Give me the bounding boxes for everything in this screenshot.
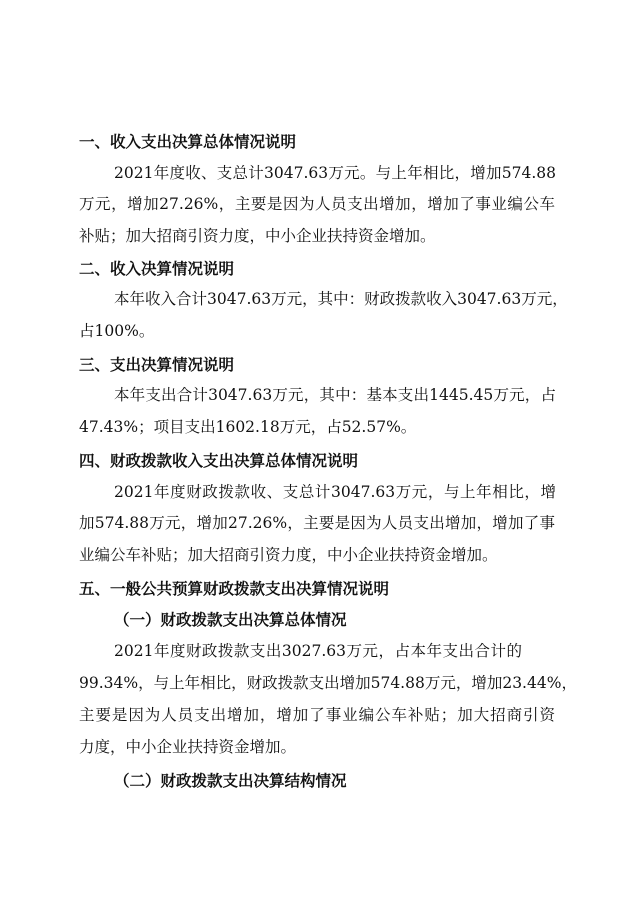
paragraph-line: 力度，中小企业扶持资金增加。	[79, 738, 297, 756]
paragraph-line: 本年收入合计3047.63万元，其中：财政拨款收入3047.63万元，	[114, 290, 568, 308]
section-heading: 四、财政拨款收入支出决算总体情况说明	[79, 452, 359, 470]
paragraph-line: 业编公车补贴；加大招商引资力度，中小企业扶持资金增加。	[79, 546, 498, 564]
subsection-heading: （二）财政拨款支出决算结构情况	[114, 772, 347, 790]
paragraph-line: 2021年度财政拨款支出3027.63万元，占本年支出合计的	[114, 642, 522, 660]
paragraph-line: 补贴；加大招商引资力度，中小企业扶持资金增加。	[79, 227, 436, 245]
paragraph-line: 万元，增加27.26%，主要是因为人员支出增加，增加了事业编公车	[79, 195, 555, 213]
paragraph-line: 主要是因为人员支出增加，增加了事业编公车补贴；加大招商引资	[79, 706, 555, 724]
paragraph-line: 2021年度收、支总计3047.63万元。与上年相比，增加574.88	[114, 164, 556, 182]
paragraph-line: 加574.88万元，增加27.26%，主要是因为人员支出增加，增加了事	[79, 514, 555, 532]
paragraph-line: 占100%。	[79, 322, 155, 340]
section-heading: 一、收入支出决算总体情况说明	[79, 133, 297, 151]
section-heading: 二、收入决算情况说明	[79, 260, 235, 278]
paragraph-line: 本年支出合计3047.63万元，其中：基本支出1445.45万元，占	[114, 386, 556, 404]
section-heading: 五、一般公共预算财政拨款支出决算情况说明	[79, 580, 390, 598]
paragraph-line: 47.43%；项目支出1602.18万元，占52.57%。	[79, 418, 417, 436]
paragraph-line: 2021年度财政拨款收、支总计3047.63万元，与上年相比，增	[114, 483, 556, 501]
subsection-heading: （一）财政拨款支出决算总体情况	[114, 611, 347, 629]
paragraph-line: 99.34%，与上年相比，财政拨款支出增加574.88万元，增加23.44%，	[79, 674, 577, 692]
section-heading: 三、支出决算情况说明	[79, 356, 235, 374]
